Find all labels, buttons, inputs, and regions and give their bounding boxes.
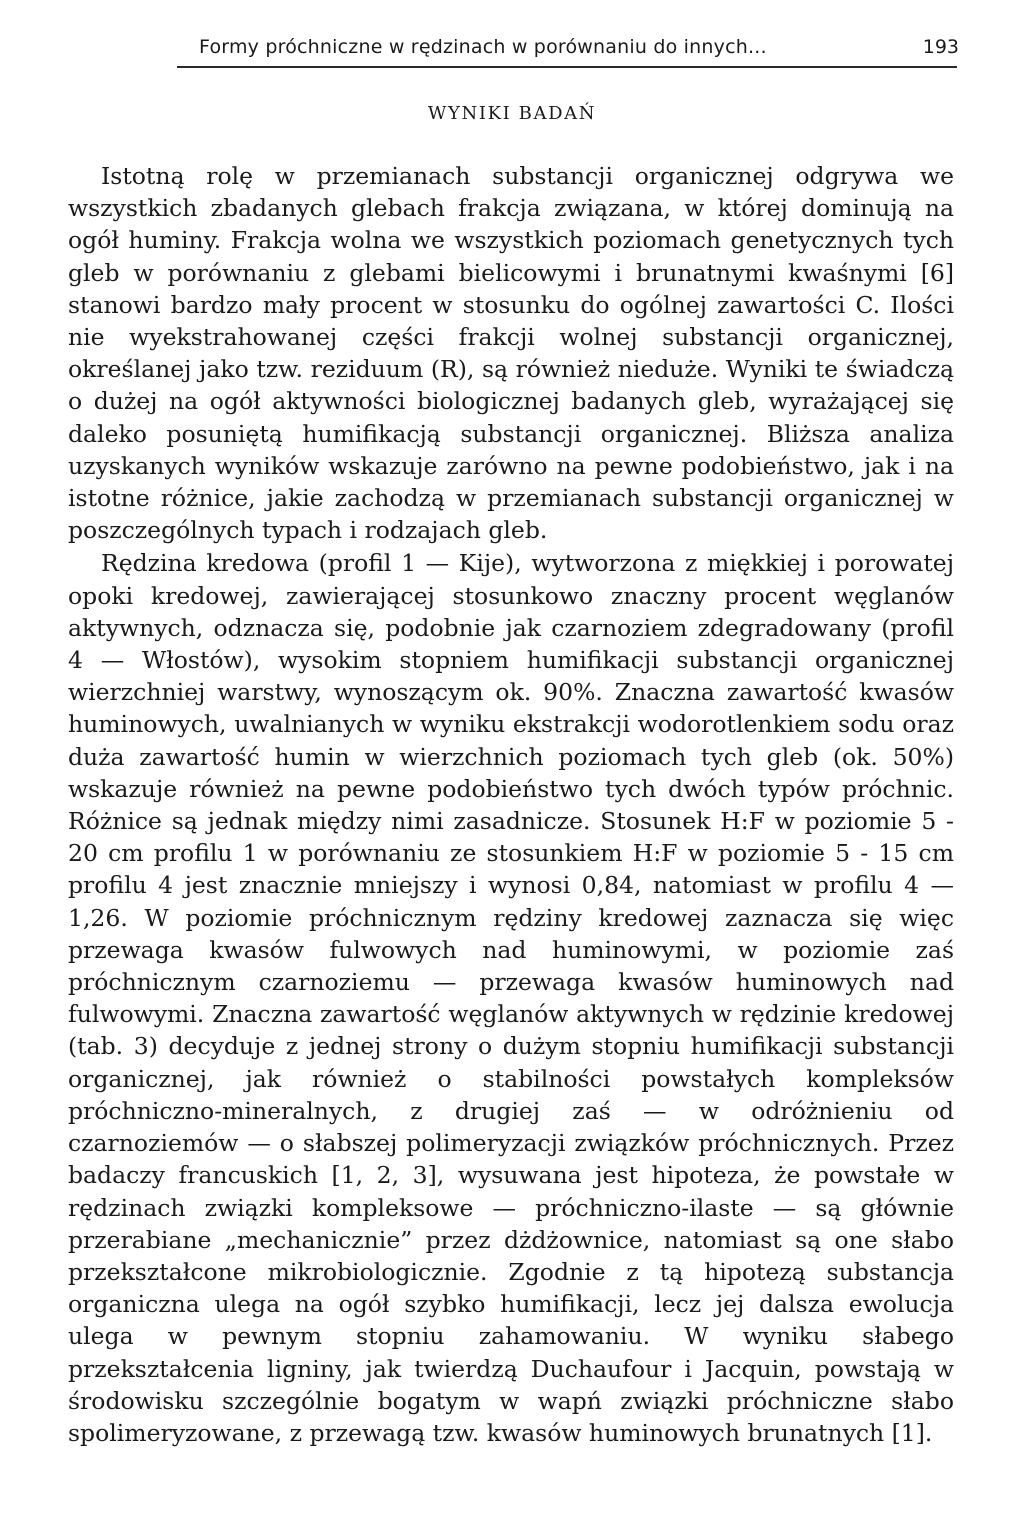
header-rule bbox=[177, 66, 957, 68]
running-header bbox=[199, 30, 959, 64]
running-title: Formy próchniczne w rędzinach w porównaniu do innych... bbox=[199, 36, 767, 58]
paragraph: Istotną rolę w przemianach substancji organicznej odgrywa we wszystkich zbadanych glebach frakcja związana, w której dominują na ogół huminy. Frakcja wolna we wszystkich poziomach genetycznych tych gleb w porównaniu z glebami bielicowymi i brunatnymi kwaśnymi [6] stanowi bardzo mały procent w stosunku do ogólnej zawartości C. Ilości nie wyekstrahowanej części frakcji wolnej substancji organicznej, określanej jako tzw. reziduum (R), są również nieduże. Wyniki te świadczą o dużej na ogół aktywności biologicznej badanych gleb, wyrażającej się daleko posuniętą humifikacją substancji organicznej. Bliższa analiza uzyskanych wyników wskazuje zarówno na pewne podobieństwo, jak i na istotne różnice, jakie zachodzą w przemianach substancji organicznej w poszczególnych typach i rodzajach gleb. bbox=[68, 162, 954, 545]
body-text bbox=[68, 160, 954, 1449]
page-number: 193 bbox=[922, 36, 959, 58]
paragraph: Rędzina kredowa (profil 1 — Kije), wytworzona z miękkiej i porowatej opoki kredowej, zawierającej stosunkowo znaczny procent węglanów aktywnych, odznacza się, podobnie jak czarnoziem zdegradowany (profil 4 — Włostów), wysokim stopniem humifikacji substancji organicznej wierzchniej warstwy, wynoszącym ok. 90%. Znaczna zawartość kwasów huminowych, uwalnianych w wyniku ekstrakcji wodorotlenkiem sodu oraz duża zawartość humin w wierzchnich poziomach tych gleb (ok. 50%) wskazuje również na pewne podobieństwo tych dwóch typów próchnic. Różnice są jednak między nimi zasadnicze. Stosunek H:F w poziomie 5 - 20 cm profilu 1 w porównaniu ze stosunkiem H:F w poziomie 5 - 15 cm profilu 4 jest znacznie mniejszy i wynosi 0,84, natomiast w profilu 4 — 1,26. W poziomie próchnicznym rędziny kredowej zaznacza się więc przewaga kwasów fulwowych nad huminowymi, w poziomie zaś próchnicznym czarnoziemu — przewaga kwasów huminowych nad fulwowymi. Znaczna zawartość węglanów aktywnych w rędzinie kredowej (tab. 3) decyduje z jednej strony o dużym stopniu humifikacji substancji organicznej, jak również o stabilności powstałych kompleksów próchniczno-mineralnych, z drugiej zaś — w odróżnieniu od czarnoziemów — o słabszej polimeryzacji związków próchnicznych. Przez badaczy francuskich [1, 2, 3], wysuwana jest hipoteza, że powstałe w rędzinach związki kompleksowe — próchniczno-ilaste — są głównie przerabiane „mechanicznie” przez dżdżownice, natomiast są one słabo przekształcone mikrobiologicznie. Zgodnie z tą hipotezą substancja organiczna ulega na ogół szybko humifikacji, lecz jej dalsza ewolucja ulega w pewnym stopniu zahamowaniu. W wyniku słabego przekształcenia ligniny, jak twierdzą Duchaufour i Jacquin, powstają w środowisku szczególnie bogatym w wapń związki próchniczne słabo spolimeryzowane, z przewagą tzw. kwasów huminowych brunatnych [1]. bbox=[68, 549, 954, 1447]
section-heading: WYNIKI BADAŃ bbox=[427, 103, 597, 124]
